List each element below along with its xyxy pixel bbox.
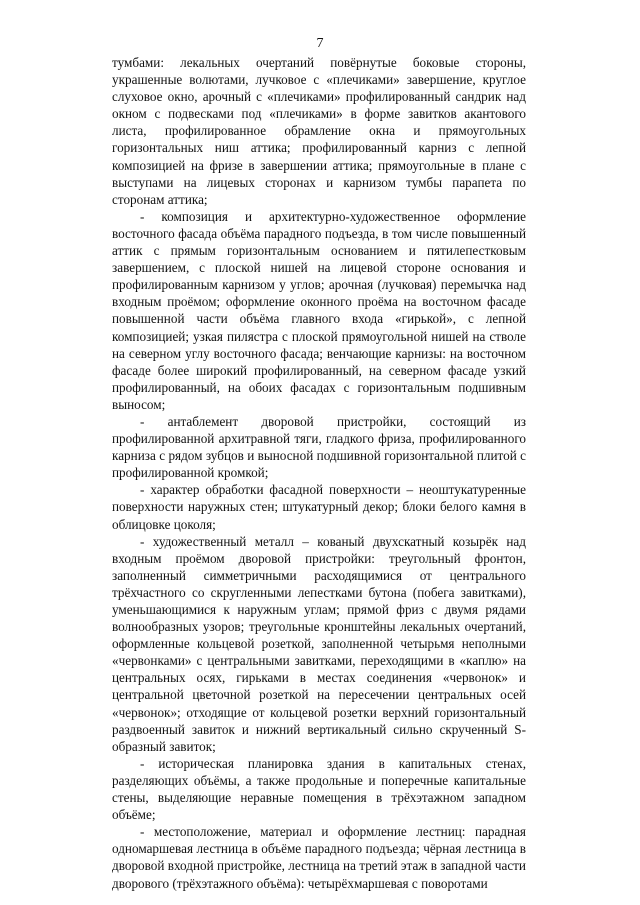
paragraph-historical-layout: - историческая планировка здания в капитальных стенах, разделяющих объёмы, а также продольные и поперечные капитальные стены, выделяющие неравные помещения в трёхэтажном западном объёме; (112, 755, 526, 823)
page-number: 7 (316, 36, 324, 51)
paragraph-entablature: - антаблемент дворовой пристройки, состоящий из профилированной архитравной тяги, гладкого фриза, профилированного карниза с рядом зубцов и выносной подшивной горизонтальной плитой с профилированной кромкой; (112, 413, 526, 481)
paragraph-east-facade: - композиция и архитектурно-художественное оформление восточного фасада объёма парадного подъезда, в том числе повышенный аттик с прямым горизонтальным основанием и пятилепестковым завершением, с плоской нишей на лицевой стороне основания и профилированным карнизом у углов; арочная (лучковая) перемычка над входным проёмом; оформление оконного проёма на восточном фасаде повышенной части объёма главного входа «гирькой», с лепной композицией; узкая пилястра с плоской прямоугольной нишей на стволе на северном углу восточного фасада; венчающие карнизы: на восточном фасаде более широкий профилированный, на северном фасаде узкий профилированный, на обоих фасадах с горизонтальным подшивным выносом; (112, 208, 526, 412)
paragraph-staircases: - местоположение, материал и оформление лестниц: парадная одномаршевая лестница в объёме парадного подъезда; чёрная лестница в дворовой входной пристройке, лестница на третий этаж в западной части дворового (трёхэтажного объёма): четырёхмаршевая с поворотами (112, 824, 526, 891)
paragraph-artistic-metal: - художественный металл – кованый двухскатный козырёк над входным проёмом дворовой пристройки: треугольный фронтон, заполненный симметричными расходящимися от центрального трёхчастного со скругленными лепестками бутона (побега завитками), уменьшающимися к наружным углам; прямой фриз с двумя рядами волнообразных узоров; треугольные кронштейны лекальных очертаний, оформленные кольцевой розеткой, заполненной четырьмя неполными «червонками» с центральными завитками, переходящими в «каплю» на центральных осях, гирьками в местах соединения «червонок» и центральной цветочной розеткой на пересечении центральных осей «червонок»; отходящие от кольцевой розетки верхний горизонтальный раздвоенный завиток и нижний вертикальный сильно скрученный S-образный завиток; (112, 533, 526, 754)
paragraph-facade-surface: - характер обработки фасадной поверхности – неоштукатуренные поверхности наружных стен; штукатурный декор; блоки белого камня в облицовке цоколя; (112, 482, 526, 532)
document-body (112, 54, 526, 892)
paragraph-continuation: тумбами: лекальных очертаний повёрнутые боковые стороны, украшенные волютами, лучковое с «плечиками» завершение, круглое слуховое окно, арочный с «плечиками» профилированный сандрик над окном с подвесками под «плечиками» в форме завитков акантового листа, профилированное обрамление окна и прямоугольных горизонтальных ниш аттика; профилированный карниз с лепной композицией на фризе в завершении аттика; прямоугольные в плане с выступами на лицевых сторонах и карнизом тумбы парапета по сторонам аттика; (112, 55, 526, 207)
